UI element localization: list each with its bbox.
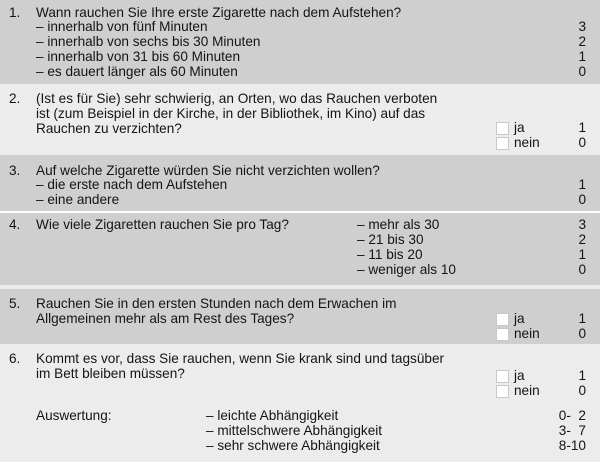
evaluation-level-2: – mittelschwere Abhängigkeit: [206, 423, 383, 438]
question-4-text: Wie viele Zigaretten rauchen Sie pro Tag?: [36, 217, 289, 232]
question-2-text-line-2: ist (zum Beispiel in der Kirche, in der Bibliothek, im Kino) auf das: [36, 106, 426, 121]
question-3-points-2: 0: [578, 192, 586, 207]
question-3-number: 3.: [9, 163, 21, 178]
question-3-section: [0, 155, 600, 211]
question-4-points-3: 1: [578, 247, 586, 262]
question-5-text-line-1: Rauchen Sie in den ersten Stunden nach dem Erwachen im: [36, 296, 397, 311]
evaluation-range-3: 8-10: [558, 438, 586, 453]
question-1-answer-1: – innerhalb von fünf Minuten: [36, 19, 208, 34]
question-4-answer-3: – 11 bis 20: [357, 247, 423, 262]
question-6-points-ja: 1: [578, 368, 586, 383]
question-4-points-1: 3: [578, 217, 586, 232]
question-1-answer-2: – innerhalb von sechs bis 30 Minuten: [36, 34, 261, 49]
question-3-text: Auf welche Zigarette würden Sie nicht verzichten wollen?: [36, 163, 380, 178]
evaluation-label: Auswertung:: [36, 408, 112, 423]
question-3-answer-1: – die erste nach dem Aufstehen: [36, 177, 228, 192]
question-6-section: [0, 346, 600, 462]
evaluation-range-2: 3- 7: [558, 423, 586, 438]
question-4-answer-2: – 21 bis 30: [357, 232, 424, 247]
question-1-number: 1.: [9, 5, 21, 20]
question-2-number: 2.: [9, 91, 21, 106]
question-3-answer-2: – eine andere: [36, 192, 120, 207]
question-1-answer-3: – innerhalb von 31 bis 60 Minuten: [36, 49, 241, 64]
question-5-number: 5.: [9, 296, 21, 311]
question-6-number: 6.: [9, 351, 21, 366]
question-5-text-line-2: Allgemeinen mehr als am Rest des Tages?: [36, 311, 295, 326]
question-1-text: Wann rauchen Sie Ihre erste Zigarette nach dem Aufstehen?: [36, 5, 402, 20]
question-2-points-nein: 0: [578, 135, 586, 150]
question-1-answer-4: – es dauert länger als 60 Minuten: [36, 64, 238, 79]
question-1-points-4: 0: [578, 64, 586, 79]
question-5-option-ja: ja: [514, 311, 525, 326]
question-2-option-ja: ja: [514, 120, 525, 135]
question-4-section: [0, 213, 600, 285]
evaluation-level-1: – leichte Abhängigkeit: [206, 408, 339, 423]
question-4-points-2: 2: [578, 232, 586, 247]
question-5-checkbox-ja[interactable]: [496, 313, 509, 326]
question-5-points-nein: 0: [578, 326, 586, 341]
question-2-checkbox-ja[interactable]: [496, 122, 509, 135]
question-1-points-2: 2: [578, 34, 586, 49]
question-6-points-nein: 0: [578, 383, 586, 398]
evaluation-range-1: 0- 2: [558, 408, 586, 423]
question-2-text-line-1: (Ist es für Sie) sehr schwierig, an Orten, wo das Rauchen verboten: [36, 91, 438, 106]
question-5-section: [0, 289, 600, 344]
question-4-answer-1: – mehr als 30: [357, 217, 440, 232]
question-4-number: 4.: [9, 217, 21, 232]
question-1-points-3: 1: [578, 49, 586, 64]
question-2-text-line-3: Rauchen zu verzichten?: [36, 121, 182, 136]
question-2-option-nein: nein: [514, 135, 540, 150]
question-6-checkbox-nein[interactable]: [496, 385, 509, 398]
question-4-points-4: 0: [578, 262, 586, 277]
question-1-points-1: 3: [578, 19, 586, 34]
question-6-text-line-1: Kommt es vor, dass Sie rauchen, wenn Sie krank sind und tagsüber: [36, 351, 445, 366]
question-2-section: [0, 84, 600, 152]
question-1-section: [0, 0, 600, 84]
question-6-checkbox-ja[interactable]: [496, 370, 509, 383]
question-4-answer-4: – weniger als 10: [357, 262, 456, 277]
question-3-points-1: 1: [578, 177, 586, 192]
question-6-option-ja: ja: [514, 368, 525, 383]
question-5-points-ja: 1: [578, 311, 586, 326]
question-6-option-nein: nein: [514, 383, 540, 398]
question-5-checkbox-nein[interactable]: [496, 328, 509, 341]
evaluation-level-3: – sehr schwere Abhängigkeit: [206, 438, 380, 453]
question-6-text-line-2: im Bett bleiben müssen?: [36, 366, 185, 381]
question-5-option-nein: nein: [514, 326, 540, 341]
question-2-points-ja: 1: [578, 120, 586, 135]
question-2-checkbox-nein[interactable]: [496, 137, 509, 150]
